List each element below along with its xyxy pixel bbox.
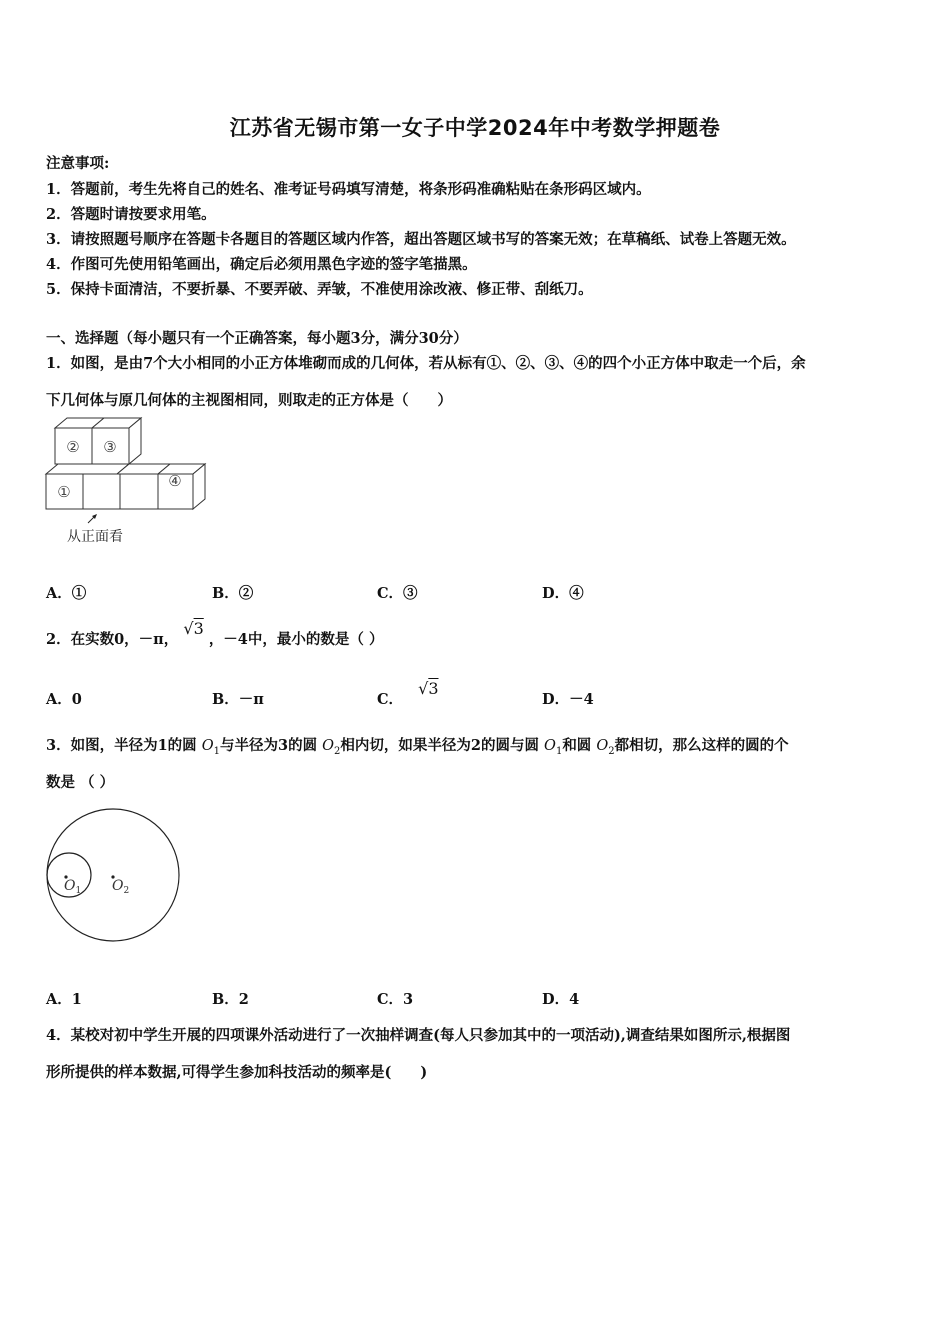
label-o1: $O_1$ (64, 878, 82, 896)
sqrt-three-option: √3 (418, 679, 439, 698)
sqrt-three: √3 (183, 619, 204, 638)
q3-part5: 都相切，那么这样的圆的个 (614, 737, 789, 754)
notice-item-2: 2．答题时请按要求用笔。 (46, 206, 216, 223)
q2-option-c-label: C． (377, 691, 404, 708)
q3-option-d[interactable]: D．4 (542, 991, 580, 1008)
q3-part2: 与半径为3的圆 (220, 737, 323, 754)
cube-label-4: ④ (168, 472, 182, 490)
q2-option-a[interactable]: A．0 (46, 691, 82, 708)
cube-label-1: ① (57, 483, 71, 501)
q4-line2: 形所提供的样本数据,可得学生参加科技活动的频率是( ) (46, 1064, 428, 1081)
o2-subscript: 2 (334, 745, 341, 757)
q2-option-b[interactable]: B．－π (212, 691, 264, 708)
q3-option-b[interactable]: B．2 (212, 991, 249, 1008)
q2-stem (46, 619, 384, 649)
q1-option-c[interactable]: C．③ (377, 585, 418, 602)
figure-caption: 从正面看 (67, 529, 123, 545)
notice-item-3: 3．请按照题号顺序在答题卡各题目的答题区域内作答，超出答题区域书写的答案无效；在草稿纸、试卷上答题无效。 (46, 231, 796, 248)
q3-line1 (46, 734, 789, 757)
o1-subscript: 1 (213, 745, 220, 757)
notice-item-5: 5．保持卡面清洁，不要折暴、不要弄破、弄皱，不准使用涂改液、修正带、刮纸刀。 (46, 281, 593, 298)
q1-option-b[interactable]: B．② (212, 585, 254, 602)
circle-o2 (47, 809, 179, 941)
o2-symbol: O (322, 738, 335, 754)
notice-item-1: 1．答题前，考生先将自己的姓名、准考证号码填写清楚，将条形码准确粘贴在条形码区域内。 (46, 181, 651, 198)
q1-option-a[interactable]: A．① (46, 585, 87, 602)
o2-symbol-2: O (596, 738, 609, 754)
o1-subscript-2: 1 (555, 745, 563, 757)
q3-option-c[interactable]: C．3 (377, 991, 414, 1008)
cube-label-3: ③ (103, 438, 117, 456)
sqrt-radicand-option: 3 (428, 679, 439, 698)
q1-option-d[interactable]: D．④ (542, 585, 584, 602)
sqrt-radicand: 3 (193, 619, 204, 638)
page-title: 江苏省无锡市第一女子中学2024年中考数学押题卷 (229, 116, 721, 140)
label-o2: $O_2$ (112, 878, 130, 896)
q1-cube-figure (40, 416, 220, 551)
q3-part4: 和圆 (562, 737, 597, 754)
q4-line1: 4．某校对初中学生开展的四项课外活动进行了一次抽样调查(每人只参加其中的一项活动),调查结果如图所示,根据图 (46, 1027, 791, 1044)
q3-part3: 相内切，如果半径为2的圆与圆 (340, 737, 545, 754)
q3-line2: 数是 （ ） (46, 774, 115, 791)
q2-option-c[interactable] (377, 679, 439, 709)
q2-suffix: ，－4中，最小的数是（ ） (208, 631, 384, 648)
notice-item-4: 4．作图可先使用铅笔画出，确定后必须用黑色字迹的签字笔描黑。 (46, 256, 477, 273)
q1-line2: 下几何体与原几何体的主视图相同，则取走的正方体是（ ） (46, 392, 452, 409)
q2-option-d[interactable]: D．－4 (542, 691, 594, 708)
section-heading: 一、选择题（每小题只有一个正确答案，每小题3分，满分30分） (46, 330, 468, 347)
o1-symbol: O (201, 738, 214, 754)
o2-subscript-2: 2 (608, 745, 615, 757)
q3-circle-figure (40, 802, 190, 947)
notice-heading: 注意事项: (46, 155, 110, 172)
q3-option-a[interactable]: A．1 (46, 991, 82, 1008)
o1-symbol-2: O (544, 738, 556, 754)
q2-prefix: 2．在实数0，－π， (46, 631, 179, 648)
view-arrow-icon (88, 514, 97, 523)
cube-label-2: ② (66, 438, 80, 456)
q1-line1: 1．如图，是由7个大小相同的小正方体堆砌而成的几何体，若从标有①、②、③、④的四个小正方体中取走一个后，余 (46, 355, 806, 372)
q3-part1: 3．如图，半径为1的圆 (46, 737, 202, 754)
